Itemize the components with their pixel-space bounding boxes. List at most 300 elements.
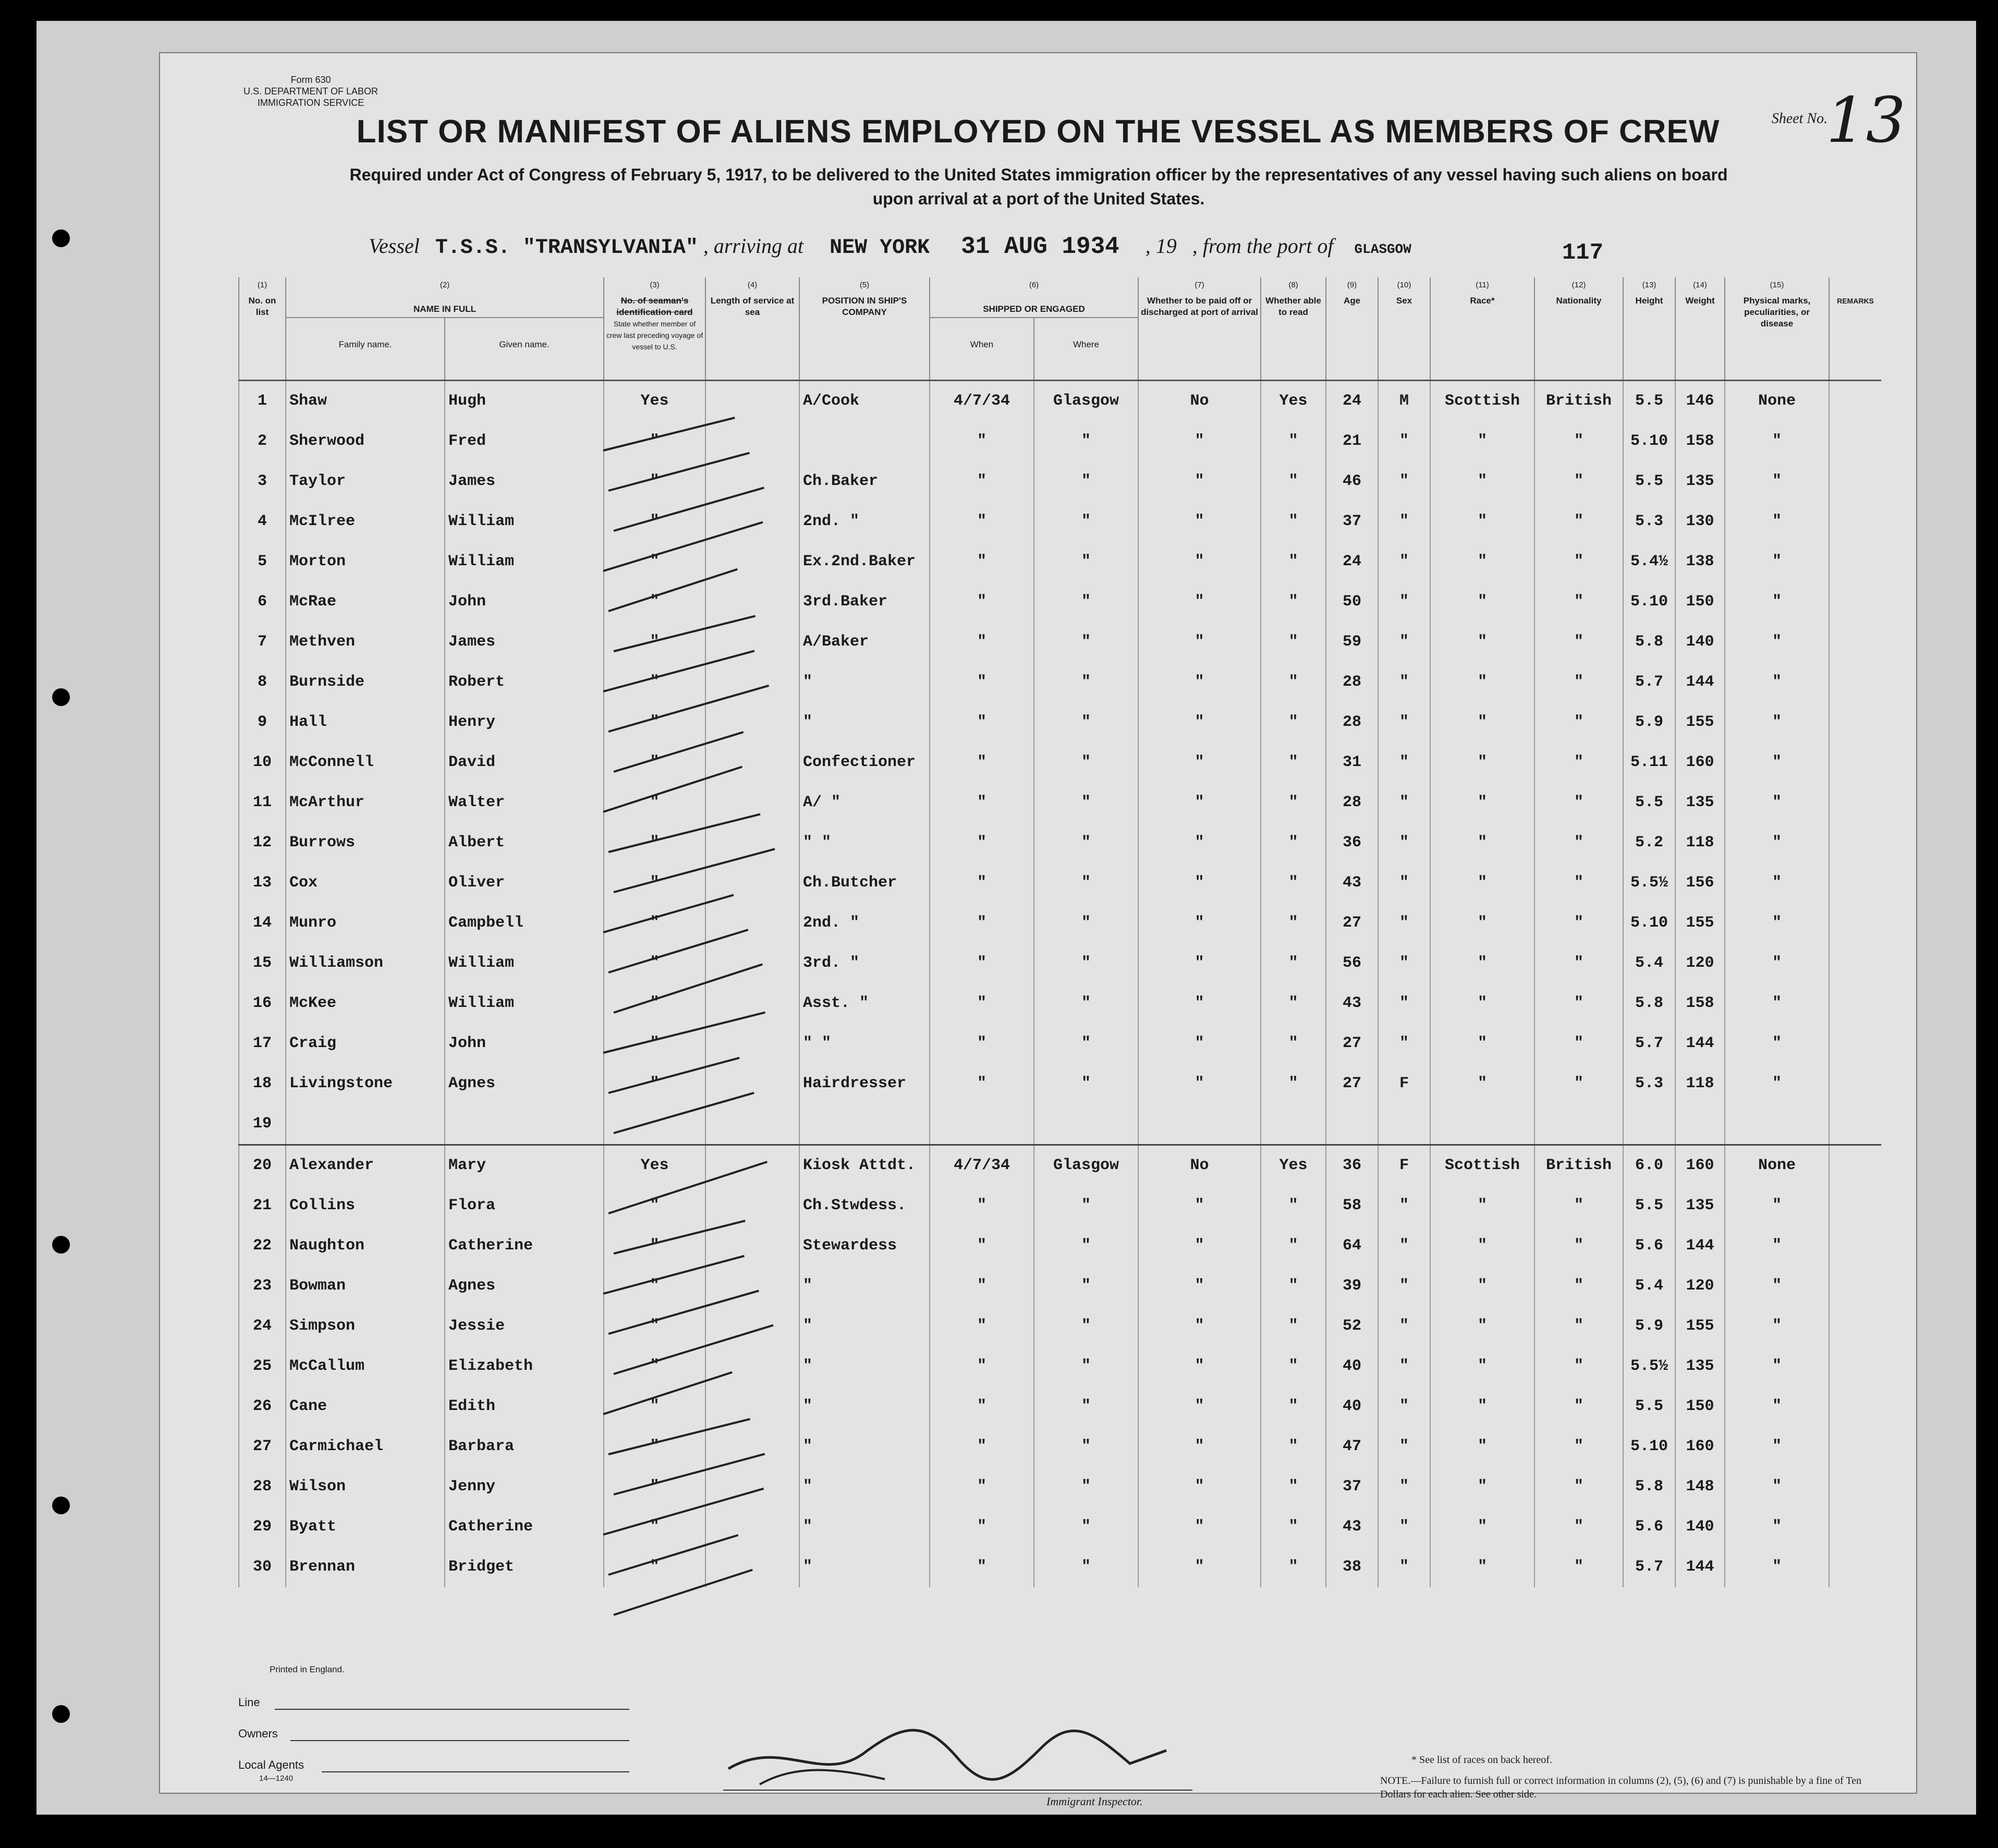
marks-cell: None	[1725, 1145, 1829, 1186]
weight-cell	[1675, 1104, 1725, 1145]
col-given-name: Given name.	[445, 318, 604, 380]
table-row	[239, 863, 1881, 903]
remarks-cell	[1829, 903, 1881, 943]
sex-cell: "	[1378, 421, 1430, 461]
race-cell: "	[1430, 823, 1534, 863]
position-cell: Stewardess	[799, 1226, 930, 1266]
paid-off-cell: "	[1138, 662, 1261, 702]
height-cell: 5.4	[1623, 943, 1675, 983]
able-read-cell: "	[1261, 863, 1326, 903]
row-number: 25	[239, 1346, 286, 1387]
height-cell: 5.10	[1623, 582, 1675, 622]
paid-off-cell: "	[1138, 823, 1261, 863]
height-cell: 5.5	[1623, 1387, 1675, 1427]
remarks-cell	[1829, 380, 1881, 421]
shipped-when-cell: "	[930, 1024, 1034, 1064]
height-cell: 5.5	[1623, 783, 1675, 823]
row-number: 7	[239, 622, 286, 662]
age-cell: 59	[1326, 622, 1378, 662]
department: U.S. DEPARTMENT OF LABOR	[243, 86, 379, 96]
able-read-cell: "	[1261, 542, 1326, 582]
remarks-cell	[1829, 1387, 1881, 1427]
sex-cell	[1378, 1104, 1430, 1145]
given-name-cell: Robert	[445, 662, 604, 702]
paid-off-cell: "	[1138, 1186, 1261, 1226]
age-cell: 28	[1326, 783, 1378, 823]
position-cell: "	[799, 1467, 930, 1507]
marks-cell: "	[1725, 1387, 1829, 1427]
col-num: (3)	[604, 277, 705, 293]
weight-cell: 144	[1675, 662, 1725, 702]
position-cell: " "	[799, 1024, 930, 1064]
family-name-cell: Williamson	[286, 943, 445, 983]
position-cell: Ex.2nd.Baker	[799, 542, 930, 582]
table-row	[239, 380, 1881, 421]
form-code: 14—1240	[259, 1774, 294, 1783]
shipped-when-cell: "	[930, 943, 1034, 983]
race-cell: "	[1430, 502, 1534, 542]
weight-cell: 120	[1675, 943, 1725, 983]
row-number: 18	[239, 1064, 286, 1104]
id-card-cell: "	[604, 863, 705, 903]
family-name-cell: Munro	[286, 903, 445, 943]
table-row	[239, 783, 1881, 823]
able-read-cell: "	[1261, 1387, 1326, 1427]
sex-cell: F	[1378, 1064, 1430, 1104]
document-number: 117	[1562, 240, 1603, 266]
paid-off-cell: "	[1138, 1467, 1261, 1507]
given-name-cell: William	[445, 983, 604, 1024]
position-cell: Ch.Baker	[799, 461, 930, 502]
weight-cell: 138	[1675, 542, 1725, 582]
table-row	[239, 1104, 1881, 1145]
shipped-where-cell: "	[1034, 1306, 1138, 1346]
sex-cell: "	[1378, 1266, 1430, 1306]
sex-cell: "	[1378, 1346, 1430, 1387]
race-cell: "	[1430, 1427, 1534, 1467]
age-cell: 50	[1326, 582, 1378, 622]
given-name-cell: Jessie	[445, 1306, 604, 1346]
age-cell: 47	[1326, 1427, 1378, 1467]
shipped-where-cell: "	[1034, 622, 1138, 662]
col-no-on-list: No. on list	[239, 293, 286, 380]
remarks-cell	[1829, 1186, 1881, 1226]
row-number: 10	[239, 743, 286, 783]
height-cell: 6.0	[1623, 1145, 1675, 1186]
shipped-where-cell: Glasgow	[1034, 1145, 1138, 1186]
paid-off-cell: "	[1138, 1547, 1261, 1587]
table-row	[239, 622, 1881, 662]
id-card-cell: "	[604, 502, 705, 542]
shipped-where-cell: "	[1034, 943, 1138, 983]
signature-line	[723, 1790, 1192, 1791]
paid-off-cell: "	[1138, 1507, 1261, 1547]
id-card-cell: "	[604, 743, 705, 783]
col-num: (13)	[1623, 277, 1675, 293]
sex-cell: "	[1378, 502, 1430, 542]
remarks-cell	[1829, 863, 1881, 903]
row-number: 4	[239, 502, 286, 542]
shipped-when-cell: "	[930, 1186, 1034, 1226]
family-name-cell: Alexander	[286, 1145, 445, 1186]
weight-cell: 148	[1675, 1467, 1725, 1507]
given-name-cell: Barbara	[445, 1427, 604, 1467]
sex-cell: "	[1378, 662, 1430, 702]
row-number: 27	[239, 1427, 286, 1467]
page-title: LIST OR MANIFEST OF ALIENS EMPLOYED ON THE VESSEL AS MEMBERS OF CREW	[356, 114, 1720, 150]
age-cell: 28	[1326, 662, 1378, 702]
position-cell	[799, 421, 930, 461]
id-card-cell: "	[604, 461, 705, 502]
id-card-cell: "	[604, 1427, 705, 1467]
position-cell: "	[799, 1387, 930, 1427]
given-name-cell: Albert	[445, 823, 604, 863]
row-number: 23	[239, 1266, 286, 1306]
nationality-cell: "	[1534, 1024, 1623, 1064]
able-read-cell: "	[1261, 1427, 1326, 1467]
weight-cell: 146	[1675, 380, 1725, 421]
shipped-where-cell: "	[1034, 1266, 1138, 1306]
given-name-cell: Campbell	[445, 903, 604, 943]
nationality-cell: British	[1534, 380, 1623, 421]
nationality-cell: "	[1534, 1467, 1623, 1507]
race-cell: "	[1430, 1064, 1534, 1104]
sex-cell: "	[1378, 903, 1430, 943]
col-sex: Sex	[1378, 293, 1430, 380]
age-cell: 52	[1326, 1306, 1378, 1346]
age-cell: 24	[1326, 542, 1378, 582]
paid-off-cell: "	[1138, 421, 1261, 461]
shipped-where-cell: "	[1034, 863, 1138, 903]
col-height: Height	[1623, 293, 1675, 380]
shipped-when-cell: "	[930, 502, 1034, 542]
marks-cell: "	[1725, 1024, 1829, 1064]
id-card-cell: "	[604, 1507, 705, 1547]
shipped-where-cell	[1034, 1104, 1138, 1145]
family-name-cell: Cox	[286, 863, 445, 903]
position-cell: "	[799, 1507, 930, 1547]
marks-cell: "	[1725, 743, 1829, 783]
weight-cell: 118	[1675, 1064, 1725, 1104]
id-card-cell: "	[604, 983, 705, 1024]
age-cell: 31	[1326, 743, 1378, 783]
remarks-cell	[1829, 1064, 1881, 1104]
sex-cell: "	[1378, 1226, 1430, 1266]
col-where: Where	[1034, 318, 1138, 380]
shipped-where-cell: "	[1034, 421, 1138, 461]
sex-cell: "	[1378, 582, 1430, 622]
shipped-where-cell: Glasgow	[1034, 380, 1138, 421]
table-row	[239, 903, 1881, 943]
given-name-cell: John	[445, 1024, 604, 1064]
col-when: When	[930, 318, 1034, 380]
family-name-cell: Craig	[286, 1024, 445, 1064]
row-number: 6	[239, 582, 286, 622]
row-number: 1	[239, 380, 286, 421]
able-read-cell: "	[1261, 1186, 1326, 1226]
id-card-cell: "	[604, 823, 705, 863]
weight-cell: 130	[1675, 502, 1725, 542]
shipped-where-cell: "	[1034, 1024, 1138, 1064]
service-length-cell	[705, 1226, 799, 1266]
shipped-when-cell: "	[930, 903, 1034, 943]
family-name-cell: Bowman	[286, 1266, 445, 1306]
binder-hole	[52, 1236, 70, 1254]
shipped-when-cell: "	[930, 1507, 1034, 1547]
remarks-cell	[1829, 1547, 1881, 1587]
col-weight: Weight	[1675, 293, 1725, 380]
paid-off-cell: "	[1138, 863, 1261, 903]
service-length-cell	[705, 983, 799, 1024]
shipped-when-cell: 4/7/34	[930, 1145, 1034, 1186]
family-name-cell: Byatt	[286, 1507, 445, 1547]
height-cell: 5.6	[1623, 1507, 1675, 1547]
remarks-cell	[1829, 1467, 1881, 1507]
able-read-cell: "	[1261, 943, 1326, 983]
sex-cell: "	[1378, 1467, 1430, 1507]
sex-cell: "	[1378, 1306, 1430, 1346]
col-marks: Physical marks, peculiarities, or disease	[1725, 293, 1829, 380]
row-number: 2	[239, 421, 286, 461]
weight-cell: 158	[1675, 421, 1725, 461]
family-name-cell: McKee	[286, 983, 445, 1024]
marks-cell: "	[1725, 662, 1829, 702]
shipped-where-cell: "	[1034, 983, 1138, 1024]
id-card-cell: "	[604, 1064, 705, 1104]
nationality-cell: "	[1534, 1346, 1623, 1387]
table-row	[239, 1306, 1881, 1346]
height-cell: 5.3	[1623, 1064, 1675, 1104]
height-cell: 5.5	[1623, 1186, 1675, 1226]
able-read-cell: "	[1261, 1467, 1326, 1507]
col-num: (9)	[1326, 277, 1378, 293]
nationality-cell: British	[1534, 1145, 1623, 1186]
remarks-cell	[1829, 622, 1881, 662]
shipped-when-cell: "	[930, 1547, 1034, 1587]
table-row	[239, 1346, 1881, 1387]
service-length-cell	[705, 461, 799, 502]
paid-off-cell: "	[1138, 1346, 1261, 1387]
shipped-when-cell: "	[930, 783, 1034, 823]
table-row	[239, 1266, 1881, 1306]
row-number: 9	[239, 702, 286, 743]
row-number: 3	[239, 461, 286, 502]
table-row	[239, 421, 1881, 461]
given-name-cell: Jenny	[445, 1467, 604, 1507]
paid-off-cell: "	[1138, 783, 1261, 823]
position-cell: A/Baker	[799, 622, 930, 662]
age-cell: 46	[1326, 461, 1378, 502]
row-number: 15	[239, 943, 286, 983]
id-card-cell: "	[604, 903, 705, 943]
family-name-cell: McArthur	[286, 783, 445, 823]
arrival-port: NEW YORK	[830, 236, 930, 260]
family-name-cell: McRae	[286, 582, 445, 622]
sex-cell: "	[1378, 1186, 1430, 1226]
race-cell: "	[1430, 1346, 1534, 1387]
vessel-name: T.S.S. "TRANSYLVANIA"	[435, 236, 698, 260]
id-card-cell: "	[604, 1547, 705, 1587]
id-card-cell: "	[604, 943, 705, 983]
service-length-cell	[705, 1024, 799, 1064]
nationality-cell: "	[1534, 983, 1623, 1024]
able-read-cell: "	[1261, 783, 1326, 823]
table-body	[239, 380, 1881, 1587]
height-cell: 5.5½	[1623, 1346, 1675, 1387]
remarks-cell	[1829, 743, 1881, 783]
paid-off-cell: "	[1138, 983, 1261, 1024]
remarks-cell	[1829, 823, 1881, 863]
able-read-cell: "	[1261, 823, 1326, 863]
able-read-cell: "	[1261, 1547, 1326, 1587]
given-name-cell: Agnes	[445, 1266, 604, 1306]
shipped-where-cell: "	[1034, 1346, 1138, 1387]
remarks-cell	[1829, 662, 1881, 702]
family-name-cell: Shaw	[286, 380, 445, 421]
given-name-cell: Oliver	[445, 863, 604, 903]
id-card-cell: "	[604, 582, 705, 622]
race-cell: "	[1430, 702, 1534, 743]
given-name-cell: Elizabeth	[445, 1346, 604, 1387]
col-age: Age	[1326, 293, 1378, 380]
table-row	[239, 743, 1881, 783]
race-cell: "	[1430, 1186, 1534, 1226]
nationality-cell: "	[1534, 743, 1623, 783]
table-row	[239, 582, 1881, 622]
shipped-where-cell: "	[1034, 1467, 1138, 1507]
paid-off-cell: "	[1138, 502, 1261, 542]
table-row	[239, 1387, 1881, 1427]
shipped-where-cell: "	[1034, 903, 1138, 943]
service-length-cell	[705, 1064, 799, 1104]
nationality-cell: "	[1534, 1306, 1623, 1346]
line-field	[275, 1709, 629, 1710]
age-cell: 64	[1326, 1226, 1378, 1266]
remarks-cell	[1829, 421, 1881, 461]
service-length-cell	[705, 743, 799, 783]
given-name-cell: Edith	[445, 1387, 604, 1427]
id-card-cell: "	[604, 1306, 705, 1346]
weight-cell: 118	[1675, 823, 1725, 863]
family-name-cell: Cane	[286, 1387, 445, 1427]
marks-cell: "	[1725, 1266, 1829, 1306]
paid-off-cell: "	[1138, 622, 1261, 662]
marks-cell: "	[1725, 622, 1829, 662]
table-row	[239, 542, 1881, 582]
paid-off-cell: No	[1138, 1145, 1261, 1186]
weight-cell: 158	[1675, 983, 1725, 1024]
from-port-label: , from the port of	[1192, 234, 1334, 258]
position-cell: "	[799, 702, 930, 743]
nationality-cell: "	[1534, 1387, 1623, 1427]
given-name-cell: Bridget	[445, 1547, 604, 1587]
sex-cell: "	[1378, 702, 1430, 743]
age-cell: 40	[1326, 1346, 1378, 1387]
height-cell: 5.7	[1623, 662, 1675, 702]
given-name-cell: Catherine	[445, 1226, 604, 1266]
remarks-cell	[1829, 1104, 1881, 1145]
position-cell: Hairdresser	[799, 1064, 930, 1104]
shipped-when-cell: "	[930, 1427, 1034, 1467]
able-read-cell: "	[1261, 983, 1326, 1024]
table-row	[239, 1064, 1881, 1104]
marks-cell: "	[1725, 1226, 1829, 1266]
weight-cell: 135	[1675, 1346, 1725, 1387]
id-card-cell: "	[604, 1266, 705, 1306]
id-card-cell: "	[604, 1226, 705, 1266]
given-name-cell: Hugh	[445, 380, 604, 421]
given-name-cell: William	[445, 943, 604, 983]
race-cell: "	[1430, 1507, 1534, 1547]
race-cell: "	[1430, 1547, 1534, 1587]
sheet-no-value: 13	[1826, 84, 1906, 157]
age-cell: 56	[1326, 943, 1378, 983]
table-row	[239, 1226, 1881, 1266]
service-length-cell	[705, 421, 799, 461]
id-card-cell: "	[604, 542, 705, 582]
able-read-cell: "	[1261, 622, 1326, 662]
row-number: 24	[239, 1306, 286, 1346]
weight-cell: 120	[1675, 1266, 1725, 1306]
nationality-cell: "	[1534, 1427, 1623, 1467]
shipped-where-cell: "	[1034, 1226, 1138, 1266]
age-cell: 36	[1326, 1145, 1378, 1186]
id-card-cell: "	[604, 421, 705, 461]
weight-cell: 155	[1675, 1306, 1725, 1346]
marks-cell: "	[1725, 903, 1829, 943]
paid-off-cell: "	[1138, 582, 1261, 622]
remarks-cell	[1829, 1427, 1881, 1467]
position-cell: Ch.Butcher	[799, 863, 930, 903]
row-number: 8	[239, 662, 286, 702]
weight-cell: 144	[1675, 1547, 1725, 1587]
given-name-cell: Walter	[445, 783, 604, 823]
shipped-where-cell: "	[1034, 1387, 1138, 1427]
nationality-cell: "	[1534, 943, 1623, 983]
row-number: 12	[239, 823, 286, 863]
marks-cell: "	[1725, 702, 1829, 743]
row-number: 5	[239, 542, 286, 582]
row-number: 11	[239, 783, 286, 823]
sex-cell: "	[1378, 1387, 1430, 1427]
id-card-cell: "	[604, 662, 705, 702]
col-family-name: Family name.	[286, 318, 445, 380]
given-name-cell: Henry	[445, 702, 604, 743]
paid-off-cell: No	[1138, 380, 1261, 421]
family-name-cell: Hall	[286, 702, 445, 743]
position-cell: 3rd. "	[799, 943, 930, 983]
family-name-cell: Methven	[286, 622, 445, 662]
shipped-where-cell: "	[1034, 1186, 1138, 1226]
printed-note: Printed in England.	[270, 1664, 345, 1674]
shipped-when-cell	[930, 1104, 1034, 1145]
form-number: Form 630	[290, 75, 331, 85]
nationality-cell: "	[1534, 823, 1623, 863]
nationality-cell: "	[1534, 461, 1623, 502]
col-length-service: Length of service at sea	[705, 293, 799, 380]
sex-cell: "	[1378, 1547, 1430, 1587]
family-name-cell: Naughton	[286, 1226, 445, 1266]
shipped-where-cell: "	[1034, 1507, 1138, 1547]
shipped-when-cell: "	[930, 743, 1034, 783]
weight-cell: 160	[1675, 1427, 1725, 1467]
shipped-when-cell: "	[930, 1467, 1034, 1507]
shipped-when-cell: "	[930, 983, 1034, 1024]
age-cell	[1326, 1104, 1378, 1145]
table-row	[239, 823, 1881, 863]
shipped-when-cell: "	[930, 1306, 1034, 1346]
service-length-cell	[705, 863, 799, 903]
